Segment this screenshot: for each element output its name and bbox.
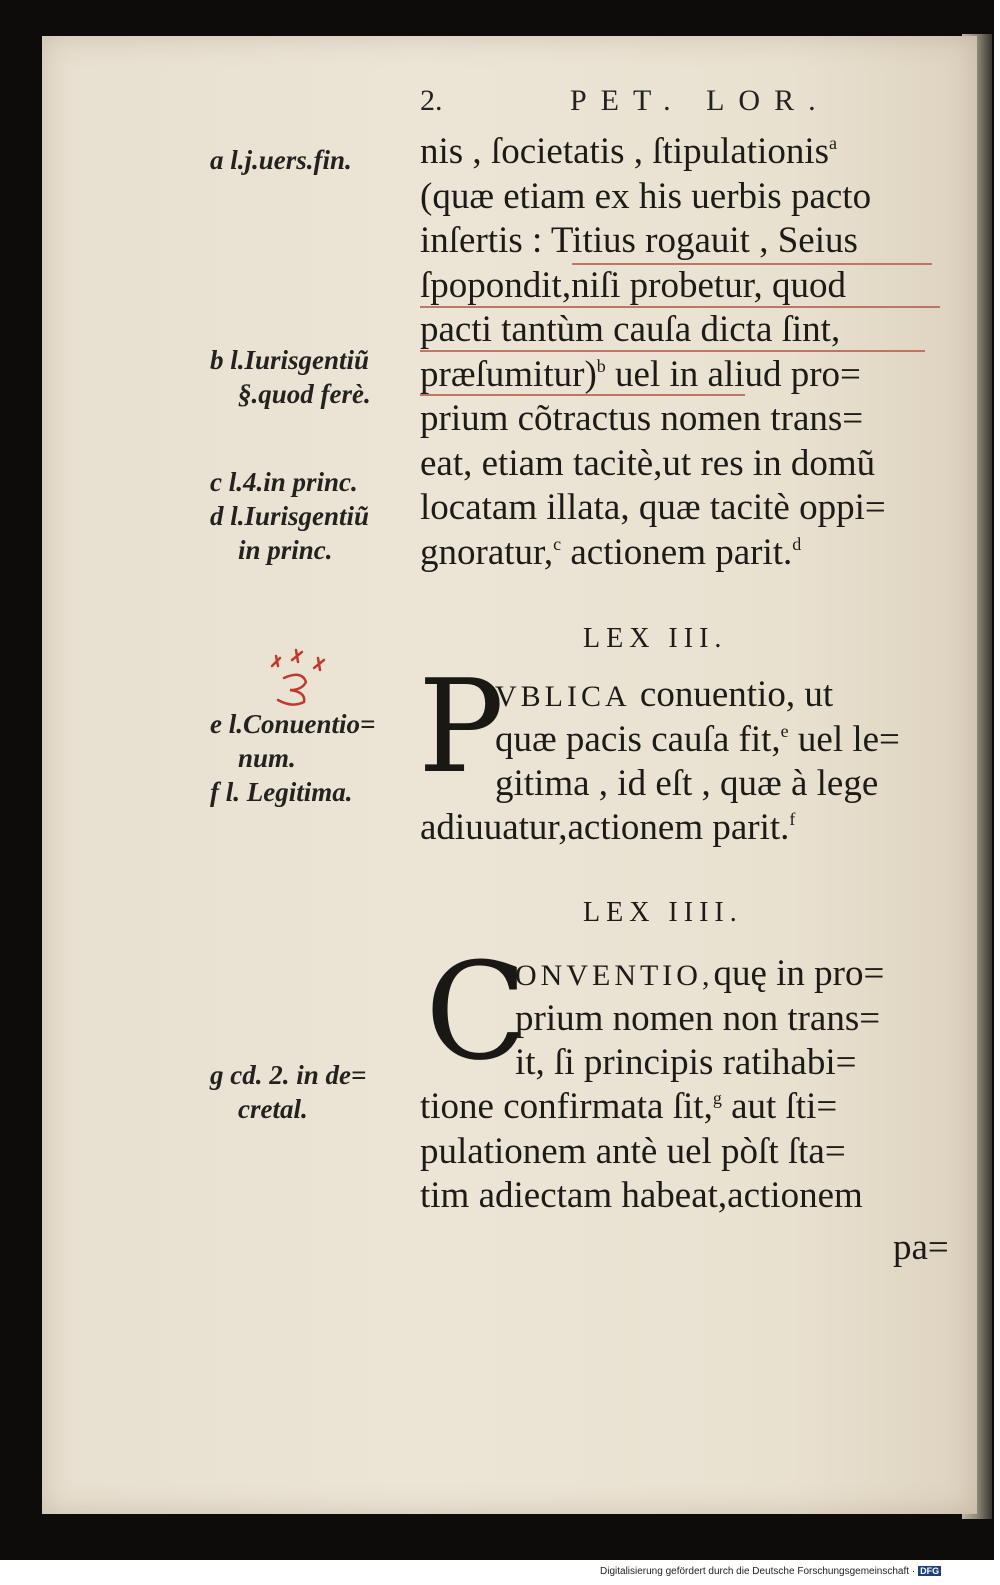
text-line: prium nomen non trans= — [515, 997, 881, 1039]
section3-text — [420, 806, 795, 851]
drop-cap-p: P — [418, 653, 505, 802]
dfg-logo: DFG — [920, 1566, 940, 1576]
marginal-line: §.quod ferè. — [238, 379, 371, 409]
text-line: inſertis : Titius rogauit , Seius — [420, 220, 858, 261]
text-line: VBLICA conuentio, ut — [495, 674, 834, 715]
page-number: 2. — [420, 84, 443, 117]
text-line: pacti tantùm cauſa dicta ſint, — [420, 309, 841, 350]
marginal-line: num. — [238, 743, 296, 773]
section4-text-indented — [515, 952, 884, 1086]
text-line: nis , ſocietatis , ſtipulationis$^a$ — [420, 131, 838, 172]
marginal-line: in princ. — [238, 535, 333, 565]
marginal-line: c l.4.in princ. — [210, 467, 358, 497]
text-line: it, ſi principis ratihabi= — [515, 1042, 857, 1083]
drop-cap-c: C — [425, 934, 528, 1090]
text-line: gnoratur,$^c$ actionem parit.$^d$ — [420, 531, 802, 573]
red-underline — [420, 394, 745, 396]
marginal-line: d l.Iurisgentiũ — [210, 501, 370, 531]
marginal-line: a l.j.uers.fin. — [210, 145, 352, 175]
main-text-block — [420, 130, 886, 575]
marginal-line: f l. Legitima. — [210, 777, 353, 807]
text-line: adiuuatur,actionem parit.$^f$ — [420, 807, 796, 848]
marginal-note-b — [210, 343, 410, 411]
text-line: quæ pacis cauſa fit,$^e$ uel le= — [495, 718, 900, 760]
running-head: PET. LOR. — [570, 84, 830, 117]
text-line: eat, etiam tacitè,ut res in domũ — [420, 442, 876, 484]
marginal-note-g — [210, 1058, 410, 1126]
footer-credit — [600, 1566, 996, 1577]
text-line: tim adiectam habeat,actionem — [420, 1175, 863, 1216]
marginal-line: e l.Conuentio= — [210, 709, 376, 739]
red-underline — [420, 306, 940, 308]
marginal-line: b l.Iurisgentiũ — [210, 345, 370, 375]
catchword: pa= — [893, 1227, 949, 1268]
section-heading-lex-iiii: LEX IIII. — [583, 897, 743, 928]
section-heading-lex-iii: LEX III. — [583, 623, 728, 654]
marginal-line: cretal. — [238, 1094, 308, 1124]
section3-text-indented — [495, 673, 900, 807]
red-handwritten-mark — [262, 648, 342, 708]
text-line: ONVENTIO,quę in pro= — [515, 953, 885, 994]
section4-text — [420, 1085, 863, 1219]
red-underline — [572, 263, 932, 265]
text-line: (quæ etiam ex his uerbis pacto — [420, 175, 872, 217]
text-line: ſpopondit,niſi probetur, quod — [420, 264, 847, 306]
footer-text: Digitalisierung gefördert durch die Deutsche Forschungsgemeinschaft · — [600, 1566, 916, 1577]
marginal-note-a — [210, 143, 410, 177]
text-line: præſumitur)$^b$ uel in aliud pro= — [420, 353, 861, 395]
text-line: pulationem antè uel pòſt ſta= — [420, 1130, 846, 1172]
text-line: gitima , id eſt , quæ à lege — [495, 763, 879, 804]
text-line: tione confirmata ſit,$^g$ aut ſti= — [420, 1086, 838, 1127]
marginal-note-e-f — [210, 707, 410, 809]
marginal-note-c-d — [210, 465, 410, 567]
red-underline — [420, 350, 925, 352]
text-line: locatam illata, quæ tacitè oppi= — [420, 487, 886, 528]
marginal-line: g cd. 2. in de= — [210, 1060, 367, 1090]
text-line: prium cõtractus nomen trans= — [420, 398, 864, 439]
